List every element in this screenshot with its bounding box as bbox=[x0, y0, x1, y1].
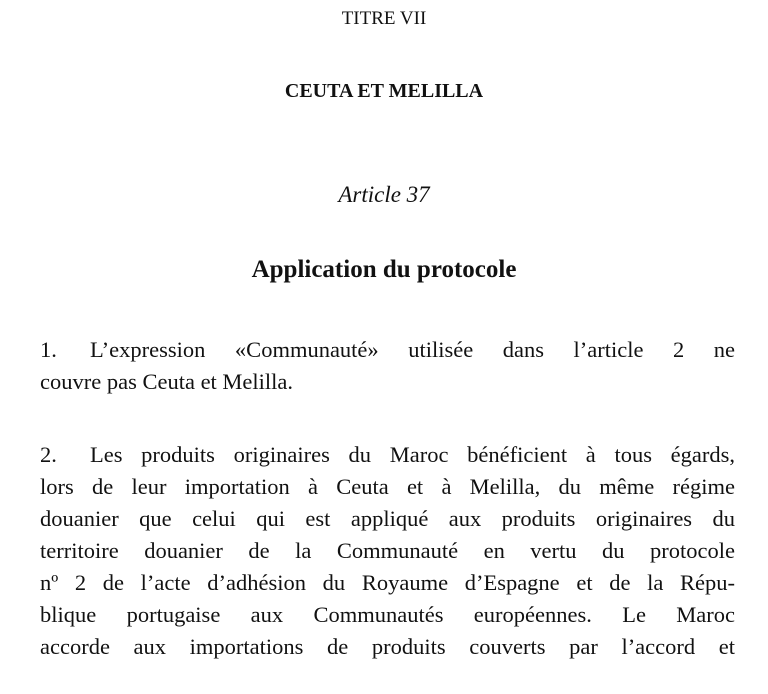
paragraph-line: couvre pas Ceuta et Melilla. bbox=[40, 369, 294, 394]
article-number: Article 37 bbox=[338, 182, 430, 207]
paragraph-line: blique portugaise aux Communautés européennes. Le Maroc bbox=[40, 602, 735, 627]
paragraph-line: douanier que celui qui est appliqué aux produits originaires du bbox=[40, 506, 735, 531]
paragraph-line bbox=[40, 334, 735, 366]
paragraph-line: lors de leur importation à Ceuta et à Melilla, du même régime bbox=[40, 474, 735, 499]
paragraph-number: 2. bbox=[40, 442, 57, 467]
paragraph-number: 1. bbox=[40, 337, 57, 362]
paragraph-line bbox=[40, 439, 735, 471]
title-number: TITRE VII bbox=[341, 8, 427, 29]
line-text: L’expression «Communauté» utilisée dans l’article 2 ne bbox=[90, 337, 735, 362]
paragraph-line: nº 2 de l’acte d’adhésion du Royaume d’Espagne et de la Répu- bbox=[40, 570, 735, 595]
paragraph-2 bbox=[40, 439, 735, 663]
paragraph-1 bbox=[40, 334, 735, 398]
section-title: CEUTA ET MELILLA bbox=[284, 80, 484, 102]
paragraph-line: accorde aux importations de produits couverts par l’accord et bbox=[40, 634, 735, 659]
line-text: Les produits originaires du Maroc bénéficient à tous égards, bbox=[90, 442, 735, 467]
paragraph-line: territoire douanier de la Communauté en vertu du protocole bbox=[40, 538, 735, 563]
article-heading: Application du protocole bbox=[251, 256, 517, 283]
